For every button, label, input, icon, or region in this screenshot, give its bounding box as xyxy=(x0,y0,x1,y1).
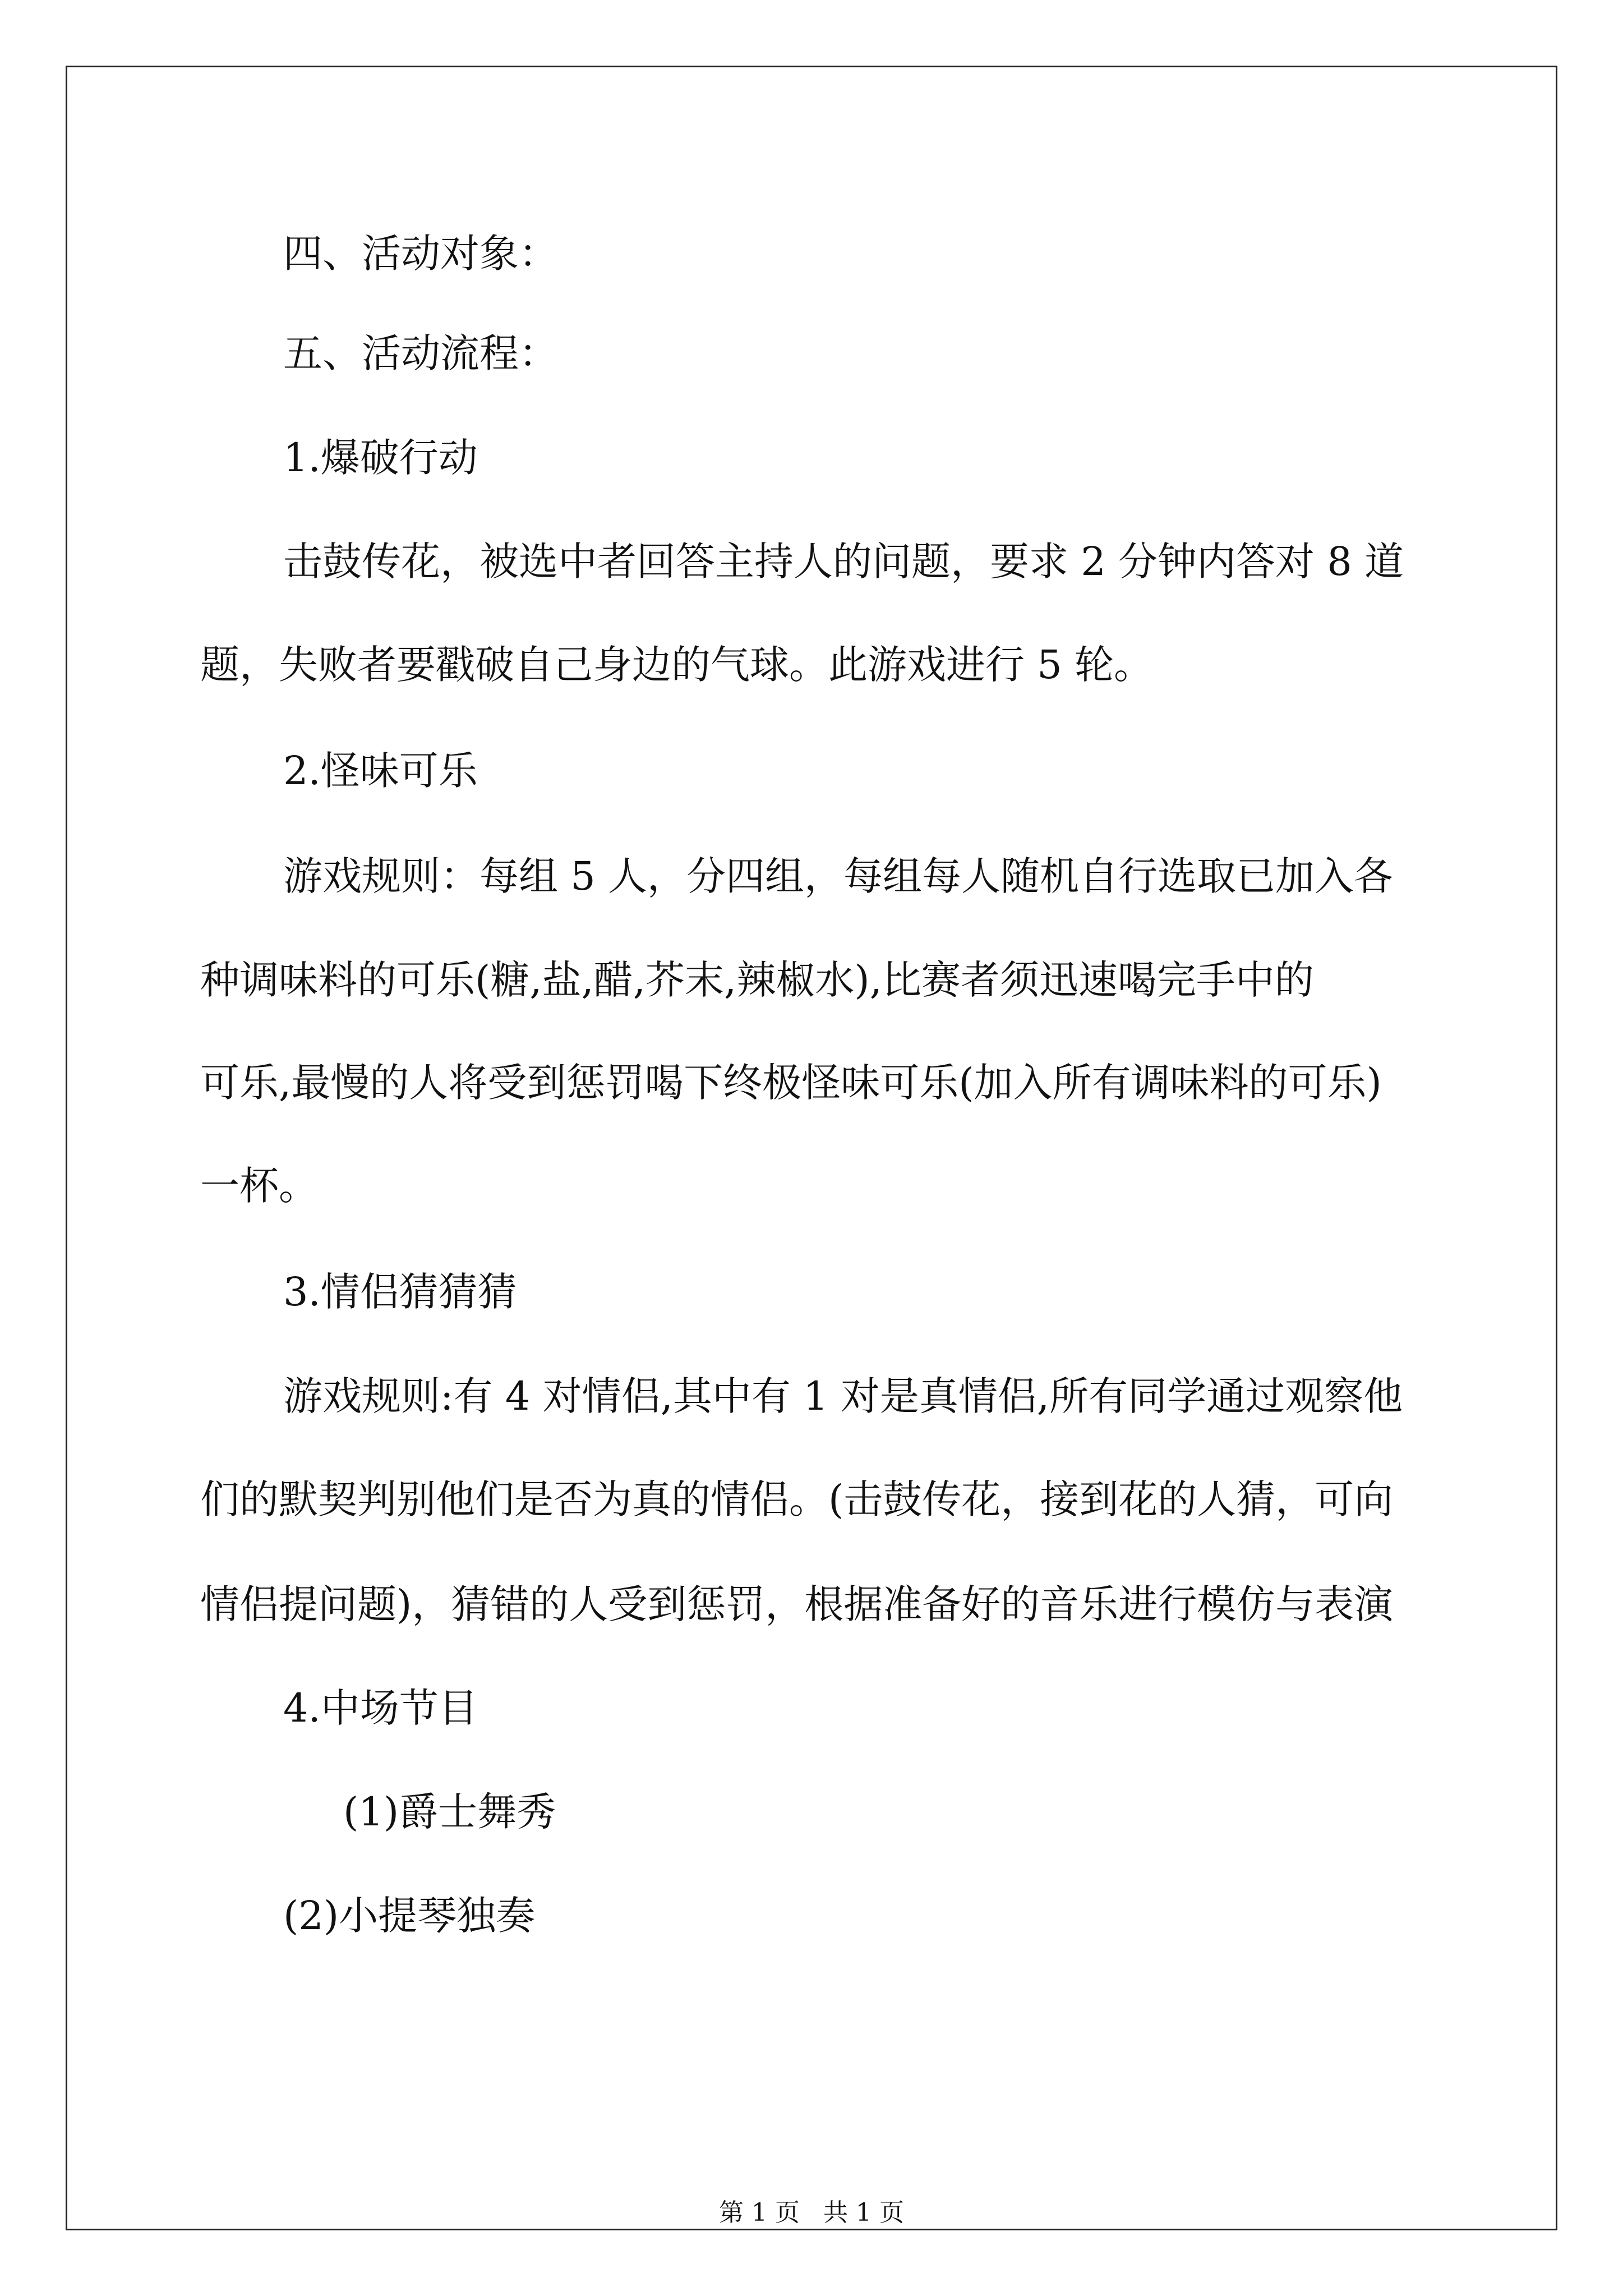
item-2-text-line-2: 种调味料的可乐(糖,盐,醋,芥末,辣椒水),比赛者须迅速喝完手中的 xyxy=(200,957,1314,1003)
item-3-text-line-3: 情侣提问题)，猜错的人受到惩罚，根据准备好的音乐进行模仿与表演 xyxy=(200,1581,1394,1627)
item-1-text-line-2: 题，失败者要戳破自己身边的气球。此游戏进行 5 轮。 xyxy=(200,642,1154,688)
heading-activity-target: 四、活动对象： xyxy=(283,231,558,277)
item-4-sub-2: (2)小提琴独奏 xyxy=(283,1893,536,1939)
item-2-text-line-3: 可乐,最慢的人将受到惩罚喝下终极怪味可乐(加入所有调味料的可乐) xyxy=(200,1060,1382,1106)
heading-activity-process: 五、活动流程： xyxy=(283,330,558,376)
item-4-sub-1: (1)爵士舞秀 xyxy=(343,1789,556,1835)
item-2-title: 2.怪味可乐 xyxy=(283,748,478,794)
page-footer: 第 1 页 共 1 页 xyxy=(719,2198,904,2227)
item-3-text-line-2: 们的默契判别他们是否为真的情侣。(击鼓传花，接到花的人猜，可向 xyxy=(200,1476,1394,1522)
item-3-text-line-1: 游戏规则:有 4 对情侣,其中有 1 对是真情侣,所有同学通过观察他 xyxy=(283,1373,1403,1419)
item-1-text-line-1: 击鼓传花，被选中者回答主持人的问题，要求 2 分钟内答对 8 道 xyxy=(283,539,1404,585)
item-4-title: 4.中场节目 xyxy=(283,1685,478,1731)
item-2-text-line-4: 一杯。 xyxy=(200,1163,318,1209)
item-3-title: 3.情侣猜猜猜 xyxy=(283,1269,517,1315)
item-2-text-line-1: 游戏规则：每组 5 人，分四组，每组每人随机自行选取已加入各 xyxy=(283,853,1394,899)
item-1-title: 1.爆破行动 xyxy=(283,435,478,481)
